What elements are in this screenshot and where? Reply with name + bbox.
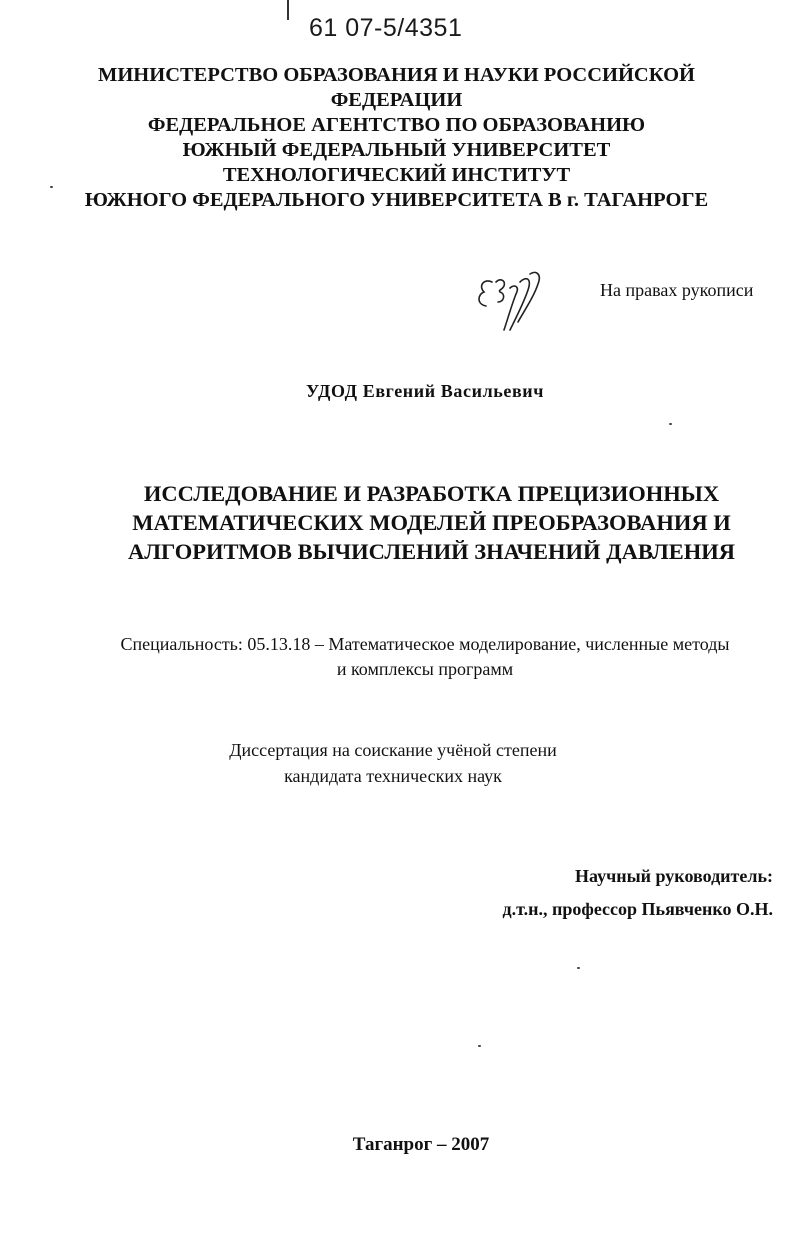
author-name: УДОД Евгений Васильевич [305,381,545,401]
header-line: ЮЖНЫЙ ФЕДЕРАЛЬНЫЙ УНИВЕРСИТЕТ [182,139,611,161]
header-line: ТЕХНОЛОГИЧЕСКИЙ ИНСТИТУТ [222,164,571,186]
scan-speck [577,967,580,969]
supervisor-name: д.т.н., профессор Пьявченко О.Н. [502,899,773,919]
scan-speck [669,423,672,425]
degree-statement [0,737,786,789]
place-and-year: Таганрог – 2007 [352,1134,490,1155]
header-line: ФЕДЕРАЛЬНОЕ АГЕНТСТВО ПО ОБРАЗОВАНИЮ [147,114,646,136]
institution-header [0,63,793,213]
margin-mark [287,0,289,20]
title-line: МАТЕМАТИЧЕСКИХ МОДЕЛЕЙ ПРЕОБРАЗОВАНИЯ И [132,510,731,535]
header-line: ФЕДЕРАЦИИ [330,89,463,111]
degree-line: кандидата технических наук [284,766,502,786]
supervisor-block [503,860,773,926]
manuscript-note: На правах рукописи [600,280,754,300]
specialty [0,632,793,682]
degree-line: Диссертация на соискание учёной степени [229,740,557,760]
archive-code: 61 07-5/4351 [309,14,463,42]
scan-speck [50,186,53,188]
supervisor-label: Научный руководитель: [575,866,773,886]
header-line: ЮЖНОГО ФЕДЕРАЛЬНОГО УНИВЕРСИТЕТА В г. ТАГАНРОГЕ [84,189,709,211]
header-line: МИНИСТЕРСТВО ОБРАЗОВАНИЯ И НАУКИ РОССИЙСКОЙ [98,64,695,86]
title-line: ИССЛЕДОВАНИЕ И РАЗРАБОТКА ПРЕЦИЗИОННЫХ [143,481,720,506]
specialty-line: и комплексы программ [336,659,514,679]
handwritten-signature [470,268,550,334]
dissertation-title [0,479,793,566]
specialty-line: Специальность: 05.13.18 – Математическое моделирование, численные методы [120,634,730,654]
title-line: АЛГОРИТМОВ ВЫЧИСЛЕНИЙ ЗНАЧЕНИЙ ДАВЛЕНИЯ [127,539,736,564]
scan-speck [478,1045,481,1047]
